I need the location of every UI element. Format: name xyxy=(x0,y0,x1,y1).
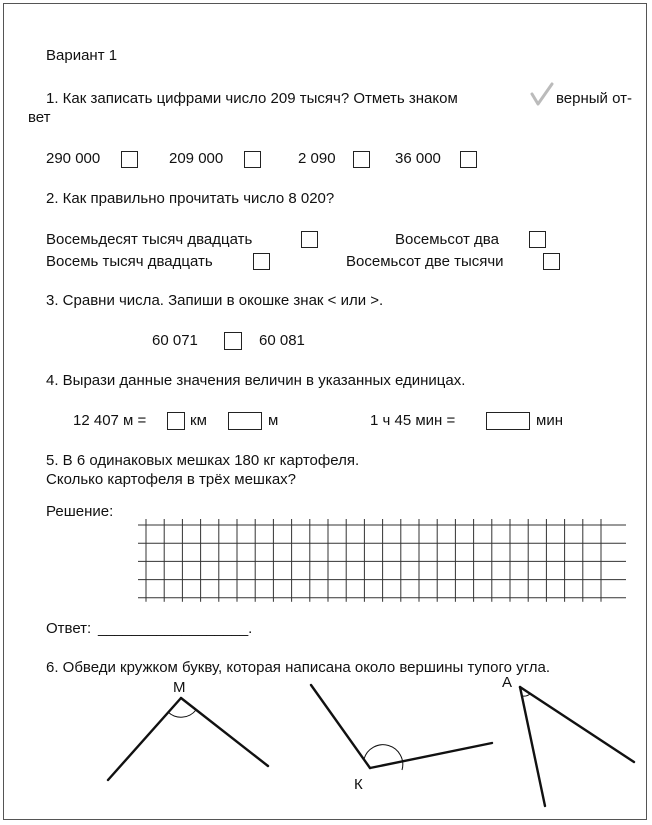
q5-line-2: Сколько картофеля в трёх мешках? xyxy=(46,471,297,488)
q1-option-4: 36 000 xyxy=(395,150,441,167)
q2-option-1: Восемьдесят тысяч двадцать xyxy=(46,231,253,248)
q5-answer-line[interactable]: __________________. xyxy=(98,620,253,637)
q5-line-1: 5. В 6 одинаковых мешках 180 кг картофеля. xyxy=(46,452,360,469)
q1-option-2: 209 000 xyxy=(169,150,224,167)
angle-arc-a xyxy=(522,694,530,696)
q2-text: 2. Как правильно прочитать число 8 020? xyxy=(46,190,335,207)
q1-text-cont: верный от- xyxy=(556,90,632,107)
q4-unit-m: м xyxy=(268,412,279,429)
q4-unit-km: км xyxy=(190,412,207,429)
variant-title: Вариант 1 xyxy=(46,47,118,64)
q2-option-2: Восемьсот два xyxy=(395,231,499,248)
q4-expression-1: 12 407 м = xyxy=(73,412,147,429)
q4-unit-min: мин xyxy=(536,412,563,429)
q4-expression-2: 1 ч 45 мин = xyxy=(370,412,456,429)
q1-text-wrap: вет xyxy=(28,109,51,126)
q3-right-number: 60 081 xyxy=(259,332,305,349)
vertex-label-k[interactable]: К xyxy=(354,776,363,793)
q2-option-4: Восемьсот две тысячи xyxy=(346,253,504,270)
q5-answer-label: Ответ: xyxy=(46,620,92,637)
angle-arc-m xyxy=(168,710,196,717)
vertex-label-m[interactable]: М xyxy=(173,679,186,696)
q1-text: 1. Как записать цифрами число 209 тысяч? Отметь знаком xyxy=(46,90,458,107)
q1-option-1: 290 000 xyxy=(46,150,101,167)
vertex-label-a[interactable]: А xyxy=(502,674,513,691)
q5-solution-label: Решение: xyxy=(46,503,114,520)
q4-text: 4. Вырази данные значения величин в указанных единицах. xyxy=(46,372,466,389)
q3-text: 3. Сравни числа. Запиши в окошке знак < или >. xyxy=(46,292,384,309)
q6-text: 6. Обведи кружком букву, которая написана около вершины тупого угла. xyxy=(46,659,551,676)
q1-option-3: 2 090 xyxy=(298,150,336,167)
q3-left-number: 60 071 xyxy=(152,332,198,349)
q2-option-3: Восемь тысяч двадцать xyxy=(46,253,213,270)
